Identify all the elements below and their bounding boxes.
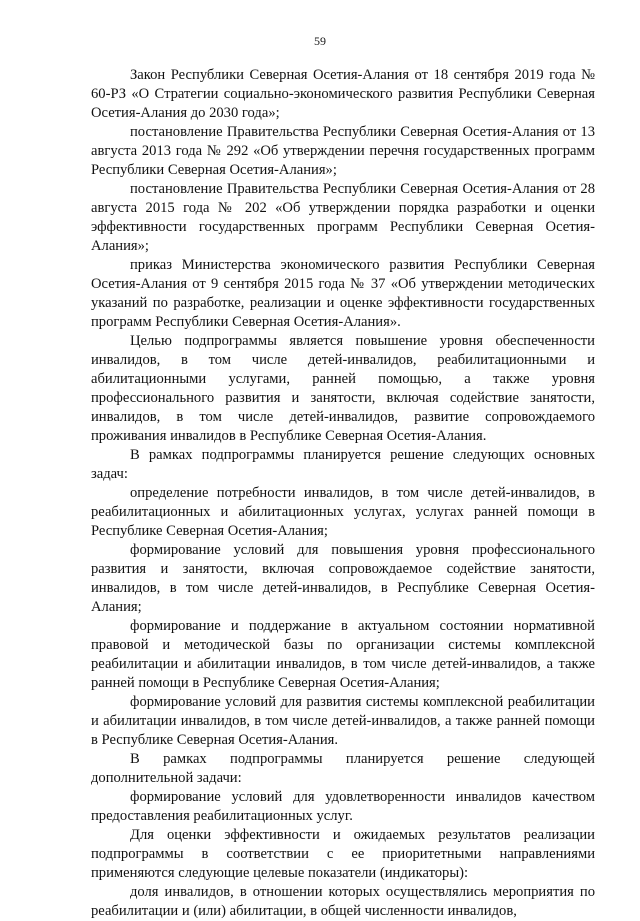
paragraph-additional-task: формирование условий для удовлетворенности инвалидов качеством предоставления реабилитационных услуг. [91,789,595,824]
paragraph-order-37: приказ Министерства экономического развития Республики Северная Осетия-Алания от 9 сентября 2015 года № 37 «Об утверждении методических указаний по разработке, реализации и оценке эффективности государственных программ Республики Северная Осетия-Алания». [91,257,595,330]
paragraph-task-employment: формирование условий для повышения уровня профессионального развития и занятости, включая сопровождаемое содействие занятости, инвалидов, в том числе детей-инвалидов, в Республике Северная Осетия-Алания; [91,542,595,615]
paragraph-resolution-202: постановление Правительства Республики Северная Осетия-Алания от 28 августа 2015 года № 202 «Об утверждении порядка разработки и оценки эффективности государственных программ Республики Северная Осетия-Алания»; [91,181,595,254]
paragraph-indicator-share: доля инвалидов, в отношении которых осуществлялись мероприятия по реабилитации и (или) абилитации, в общей численности инвалидов, [91,884,595,919]
paragraph-task-system-development: формирование условий для развития системы комплексной реабилитации и абилитации инвалидов, в том числе детей-инвалидов, а также ранней помощи в Республике Северная Осетия-Алания. [91,694,595,748]
paragraph-resolution-292: постановление Правительства Республики Северная Осетия-Алания от 13 августа 2013 года № 292 «Об утверждении перечня государственных программ Республики Северная Осетия-Алания»; [91,124,595,178]
paragraph-indicators-intro: Для оценки эффективности и ожидаемых результатов реализации подпрограммы в соответствии с ее приоритетными направлениями применяются следующие целевые показатели (индикаторы): [91,827,595,881]
paragraph-law-strategy: Закон Республики Северная Осетия-Алания от 18 сентября 2019 года № 60-РЗ «О Стратегии социально-экономического развития Республики Северная Осетия-Алания до 2030 года»; [91,67,595,121]
paragraph-task-normative-base: формирование и поддержание в актуальном состоянии нормативной правовой и методической базы по организации системы комплексной реабилитации и абилитации инвалидов, в том числе детей-инвалидов, а также ранней помощи в Республике Северная Осетия-Алания; [91,618,595,691]
paragraph-main-tasks-intro: В рамках подпрограммы планируется решение следующих основных задач: [91,447,595,482]
document-body [91,66,595,921]
paragraph-subprogram-goal: Целью подпрограммы является повышение уровня обеспеченности инвалидов, в том числе детей-инвалидов, реабилитационными и абилитационными услугами, ранней помощью, а также уровня профессионального развития и занятости, включая содействие занятости, инвалидов, в том числе детей-инвалидов, развитие сопровождаемого проживания инвалидов в Республике Северная Осетия-Алания. [91,333,595,444]
paragraph-task-needs: определение потребности инвалидов, в том числе детей-инвалидов, в реабилитационных и абилитационных услугах, услугах ранней помощи в Республике Северная Осетия-Алания; [91,485,595,539]
paragraph-additional-task-intro: В рамках подпрограммы планируется решение следующей дополнительной задачи: [91,751,595,786]
page-number: 59 [314,34,326,48]
